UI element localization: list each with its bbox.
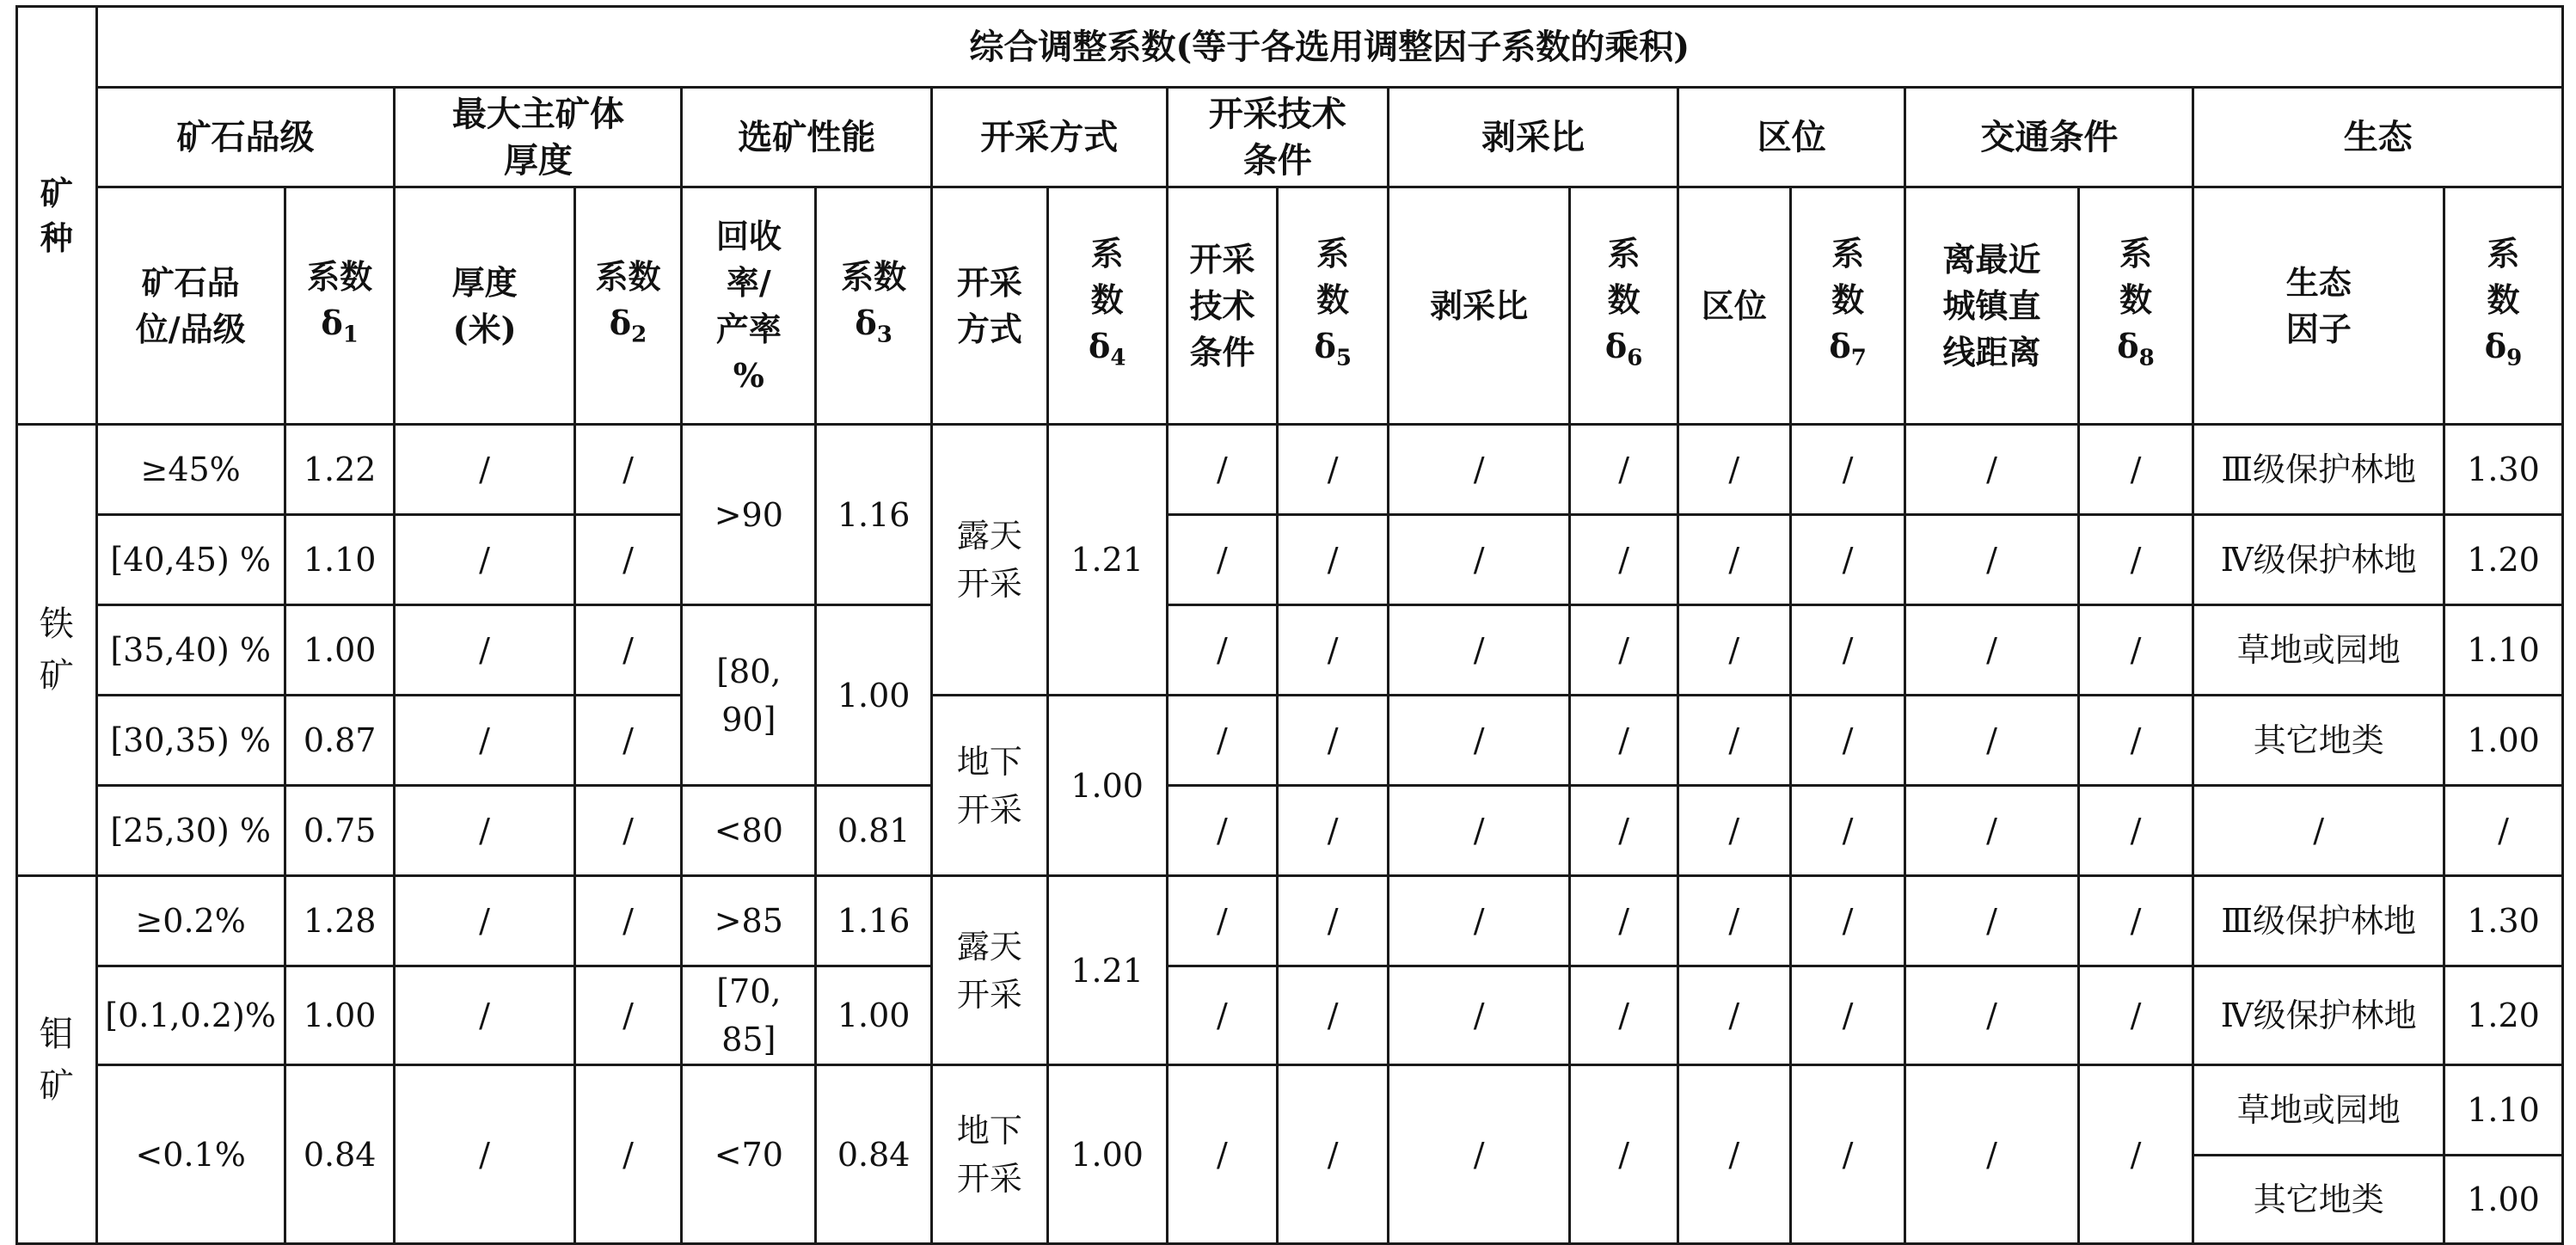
mining-method-cell: 露天 开采 — [932, 876, 1048, 1065]
sub-tech: 开采 技术 条件 — [1167, 187, 1278, 425]
location-cell: / — [1677, 515, 1790, 605]
eco-cell: Ⅲ级保护林地 — [2193, 876, 2444, 966]
eco-cell: 其它地类 — [2193, 1156, 2444, 1244]
table-row — [17, 696, 2563, 786]
tech-cell: / — [1167, 876, 1278, 966]
location-cell: / — [1677, 696, 1790, 786]
coef-cell: / — [2078, 515, 2193, 605]
coef-cell: / — [1790, 1065, 1905, 1244]
eco-cell: 草地或园地 — [2193, 605, 2444, 696]
grade-cell: ≥45% — [96, 425, 285, 515]
coef-cell: / — [1278, 605, 1389, 696]
distance-cell: / — [1905, 696, 2078, 786]
coef-cell: / — [1570, 425, 1678, 515]
coef-cell: / — [1278, 966, 1389, 1065]
tech-cell: / — [1167, 1065, 1278, 1244]
coef-cell: / — [2078, 786, 2193, 876]
thickness-cell: / — [395, 425, 574, 515]
distance-cell: / — [1905, 966, 2078, 1065]
coef-cell: / — [574, 605, 682, 696]
table-row — [17, 786, 2563, 876]
coef-cell: 1.30 — [2444, 425, 2563, 515]
coef-cell: / — [574, 1065, 682, 1244]
sub-coef1: 系数 $\delta_1$ — [285, 187, 395, 425]
mining-method-cell: 地下 开采 — [932, 696, 1048, 876]
recovery-cell: >90 — [682, 425, 816, 605]
coef-cell: 1.22 — [285, 425, 395, 515]
strip-cell: / — [1389, 966, 1570, 1065]
eco-cell: 草地或园地 — [2193, 1065, 2444, 1156]
coef-cell: / — [2444, 786, 2563, 876]
table-row — [17, 515, 2563, 605]
grade-cell: [35,40) % — [96, 605, 285, 696]
sub-distance: 离最近 城镇直 线距离 — [1905, 187, 2078, 425]
coef-cell: / — [574, 696, 682, 786]
eco-cell: / — [2193, 786, 2444, 876]
table-title: 综合调整系数(等于各选用调整因子系数的乘积) — [96, 7, 2562, 88]
tech-cell: / — [1167, 605, 1278, 696]
thickness-cell: / — [395, 1065, 574, 1244]
coef-cell: 1.10 — [285, 515, 395, 605]
coef-cell: / — [1790, 605, 1905, 696]
mineral-iron: 铁 矿 — [17, 425, 97, 876]
tech-cell: / — [1167, 696, 1278, 786]
thickness-cell: / — [395, 966, 574, 1065]
coef-cell: / — [574, 876, 682, 966]
coef-cell: / — [1278, 1065, 1389, 1244]
table-row — [17, 966, 2563, 1065]
distance-cell: / — [1905, 876, 2078, 966]
coef-cell: 1.00 — [2444, 1156, 2563, 1244]
coef-cell: / — [574, 786, 682, 876]
group-traffic: 交通条件 — [1905, 88, 2193, 187]
coef-cell: / — [1790, 786, 1905, 876]
coef-cell: / — [1278, 515, 1389, 605]
sub-thickness: 厚度 (米) — [395, 187, 574, 425]
location-cell: / — [1677, 1065, 1790, 1244]
coef-cell: / — [1790, 696, 1905, 786]
sub-coef3: 系数 $\delta_3$ — [816, 187, 932, 425]
sub-coef2: 系数 $\delta_2$ — [574, 187, 682, 425]
thickness-cell: / — [395, 786, 574, 876]
coef-cell: / — [574, 515, 682, 605]
grade-cell: [0.1,0.2)% — [96, 966, 285, 1065]
coef-cell: 0.75 — [285, 786, 395, 876]
coef-cell: 1.30 — [2444, 876, 2563, 966]
coef-cell: / — [2078, 605, 2193, 696]
group-ecology: 生态 — [2193, 88, 2563, 187]
group-ore-grade: 矿石品级 — [96, 88, 395, 187]
coef-cell: 1.21 — [1047, 425, 1167, 696]
coef-cell: / — [1570, 876, 1678, 966]
mineral-molybdenum: 钼 矿 — [17, 876, 97, 1244]
coef-cell: / — [2078, 876, 2193, 966]
grade-cell: [25,30) % — [96, 786, 285, 876]
group-thickness: 最大主矿体 厚度 — [395, 88, 682, 187]
coef-cell: / — [1278, 425, 1389, 515]
coef-cell: 1.10 — [2444, 605, 2563, 696]
sub-coef8: 系 数 $\delta_8$ — [2078, 187, 2193, 425]
recovery-cell: [70, 85] — [682, 966, 816, 1065]
coef-cell: 1.00 — [816, 605, 932, 786]
coef-cell: 1.10 — [2444, 1065, 2563, 1156]
coef-cell: / — [1570, 696, 1678, 786]
coef-cell: / — [1570, 966, 1678, 1065]
coef-cell: / — [1790, 876, 1905, 966]
grade-cell: <0.1% — [96, 1065, 285, 1244]
coef-cell: / — [1570, 515, 1678, 605]
group-beneficiation: 选矿性能 — [682, 88, 932, 187]
coef-cell: / — [1570, 605, 1678, 696]
coef-cell: 0.81 — [816, 786, 932, 876]
coef-cell: 1.00 — [285, 605, 395, 696]
eco-cell: Ⅲ级保护林地 — [2193, 425, 2444, 515]
strip-cell: / — [1389, 515, 1570, 605]
coef-cell: / — [2078, 1065, 2193, 1244]
grade-cell: ≥0.2% — [96, 876, 285, 966]
coef-cell: 1.00 — [816, 966, 932, 1065]
coef-cell: / — [574, 966, 682, 1065]
coef-cell: / — [2078, 966, 2193, 1065]
sub-eco: 生态 因子 — [2193, 187, 2444, 425]
thickness-cell: / — [395, 696, 574, 786]
coef-cell: 0.84 — [285, 1065, 395, 1244]
coef-cell: 1.00 — [1047, 1065, 1167, 1244]
location-cell: / — [1677, 605, 1790, 696]
strip-cell: / — [1389, 696, 1570, 786]
group-mining-tech: 开采技术 条件 — [1167, 88, 1388, 187]
group-location: 区位 — [1677, 88, 1905, 187]
grade-cell: [30,35) % — [96, 696, 285, 786]
table-row — [17, 425, 2563, 515]
coef-cell: 1.21 — [1047, 876, 1167, 1065]
coef-cell: / — [1790, 425, 1905, 515]
recovery-cell: <80 — [682, 786, 816, 876]
mineral-type-header: 矿 种 — [17, 7, 97, 425]
adjustment-coefficient-table — [15, 5, 2564, 1245]
coef-cell: / — [574, 425, 682, 515]
sub-mining-method: 开采 方式 — [932, 187, 1048, 425]
thickness-cell: / — [395, 605, 574, 696]
coef-cell: / — [2078, 425, 2193, 515]
distance-cell: / — [1905, 605, 2078, 696]
location-cell: / — [1677, 786, 1790, 876]
thickness-cell: / — [395, 515, 574, 605]
coef-cell: 1.00 — [1047, 696, 1167, 876]
coef-cell: / — [1278, 696, 1389, 786]
coef-cell: 0.84 — [816, 1065, 932, 1244]
coef-cell: / — [1790, 966, 1905, 1065]
coef-cell: 1.28 — [285, 876, 395, 966]
recovery-cell: [80, 90] — [682, 605, 816, 786]
group-stripping-ratio: 剥采比 — [1389, 88, 1678, 187]
sub-location: 区位 — [1677, 187, 1790, 425]
sub-strip: 剥采比 — [1389, 187, 1570, 425]
distance-cell: / — [1905, 425, 2078, 515]
distance-cell: / — [1905, 1065, 2078, 1244]
coef-cell: / — [1570, 786, 1678, 876]
eco-cell: Ⅳ级保护林地 — [2193, 515, 2444, 605]
coef-cell: 1.16 — [816, 876, 932, 966]
thickness-cell: / — [395, 876, 574, 966]
coef-cell: / — [1570, 1065, 1678, 1244]
grade-cell: [40,45) % — [96, 515, 285, 605]
table-row — [17, 876, 2563, 966]
sub-coef9: 系 数 $\delta_9$ — [2444, 187, 2563, 425]
eco-cell: 其它地类 — [2193, 696, 2444, 786]
strip-cell: / — [1389, 605, 1570, 696]
coef-cell: 1.20 — [2444, 966, 2563, 1065]
table-row — [17, 605, 2563, 696]
coef-cell: / — [2078, 696, 2193, 786]
tech-cell: / — [1167, 425, 1278, 515]
strip-cell: / — [1389, 425, 1570, 515]
location-cell: / — [1677, 966, 1790, 1065]
sub-grade: 矿石品 位/品级 — [96, 187, 285, 425]
coef-cell: 1.00 — [2444, 696, 2563, 786]
coef-cell: 0.87 — [285, 696, 395, 786]
group-mining-method: 开采方式 — [932, 88, 1168, 187]
sub-coef4: 系 数 $\delta_4$ — [1047, 187, 1167, 425]
tech-cell: / — [1167, 515, 1278, 605]
distance-cell: / — [1905, 786, 2078, 876]
recovery-cell: >85 — [682, 876, 816, 966]
location-cell: / — [1677, 425, 1790, 515]
strip-cell: / — [1389, 786, 1570, 876]
eco-cell: Ⅳ级保护林地 — [2193, 966, 2444, 1065]
tech-cell: / — [1167, 966, 1278, 1065]
coef-cell: 1.16 — [816, 425, 932, 605]
sub-coef7: 系 数 $\delta_7$ — [1790, 187, 1905, 425]
coef-cell: / — [1790, 515, 1905, 605]
sub-coef6: 系 数 $\delta_6$ — [1570, 187, 1678, 425]
location-cell: / — [1677, 876, 1790, 966]
sub-coef5: 系 数 $\delta_5$ — [1278, 187, 1389, 425]
table-row — [17, 1065, 2563, 1156]
tech-cell: / — [1167, 786, 1278, 876]
coef-cell: / — [1278, 786, 1389, 876]
coef-cell: 1.00 — [285, 966, 395, 1065]
distance-cell: / — [1905, 515, 2078, 605]
coef-cell: 1.20 — [2444, 515, 2563, 605]
coef-cell: / — [1278, 876, 1389, 966]
strip-cell: / — [1389, 1065, 1570, 1244]
recovery-cell: <70 — [682, 1065, 816, 1244]
mining-method-cell: 地下 开采 — [932, 1065, 1048, 1244]
sub-recovery: 回收 率/ 产率 % — [682, 187, 816, 425]
mining-method-cell: 露天 开采 — [932, 425, 1048, 696]
strip-cell: / — [1389, 876, 1570, 966]
